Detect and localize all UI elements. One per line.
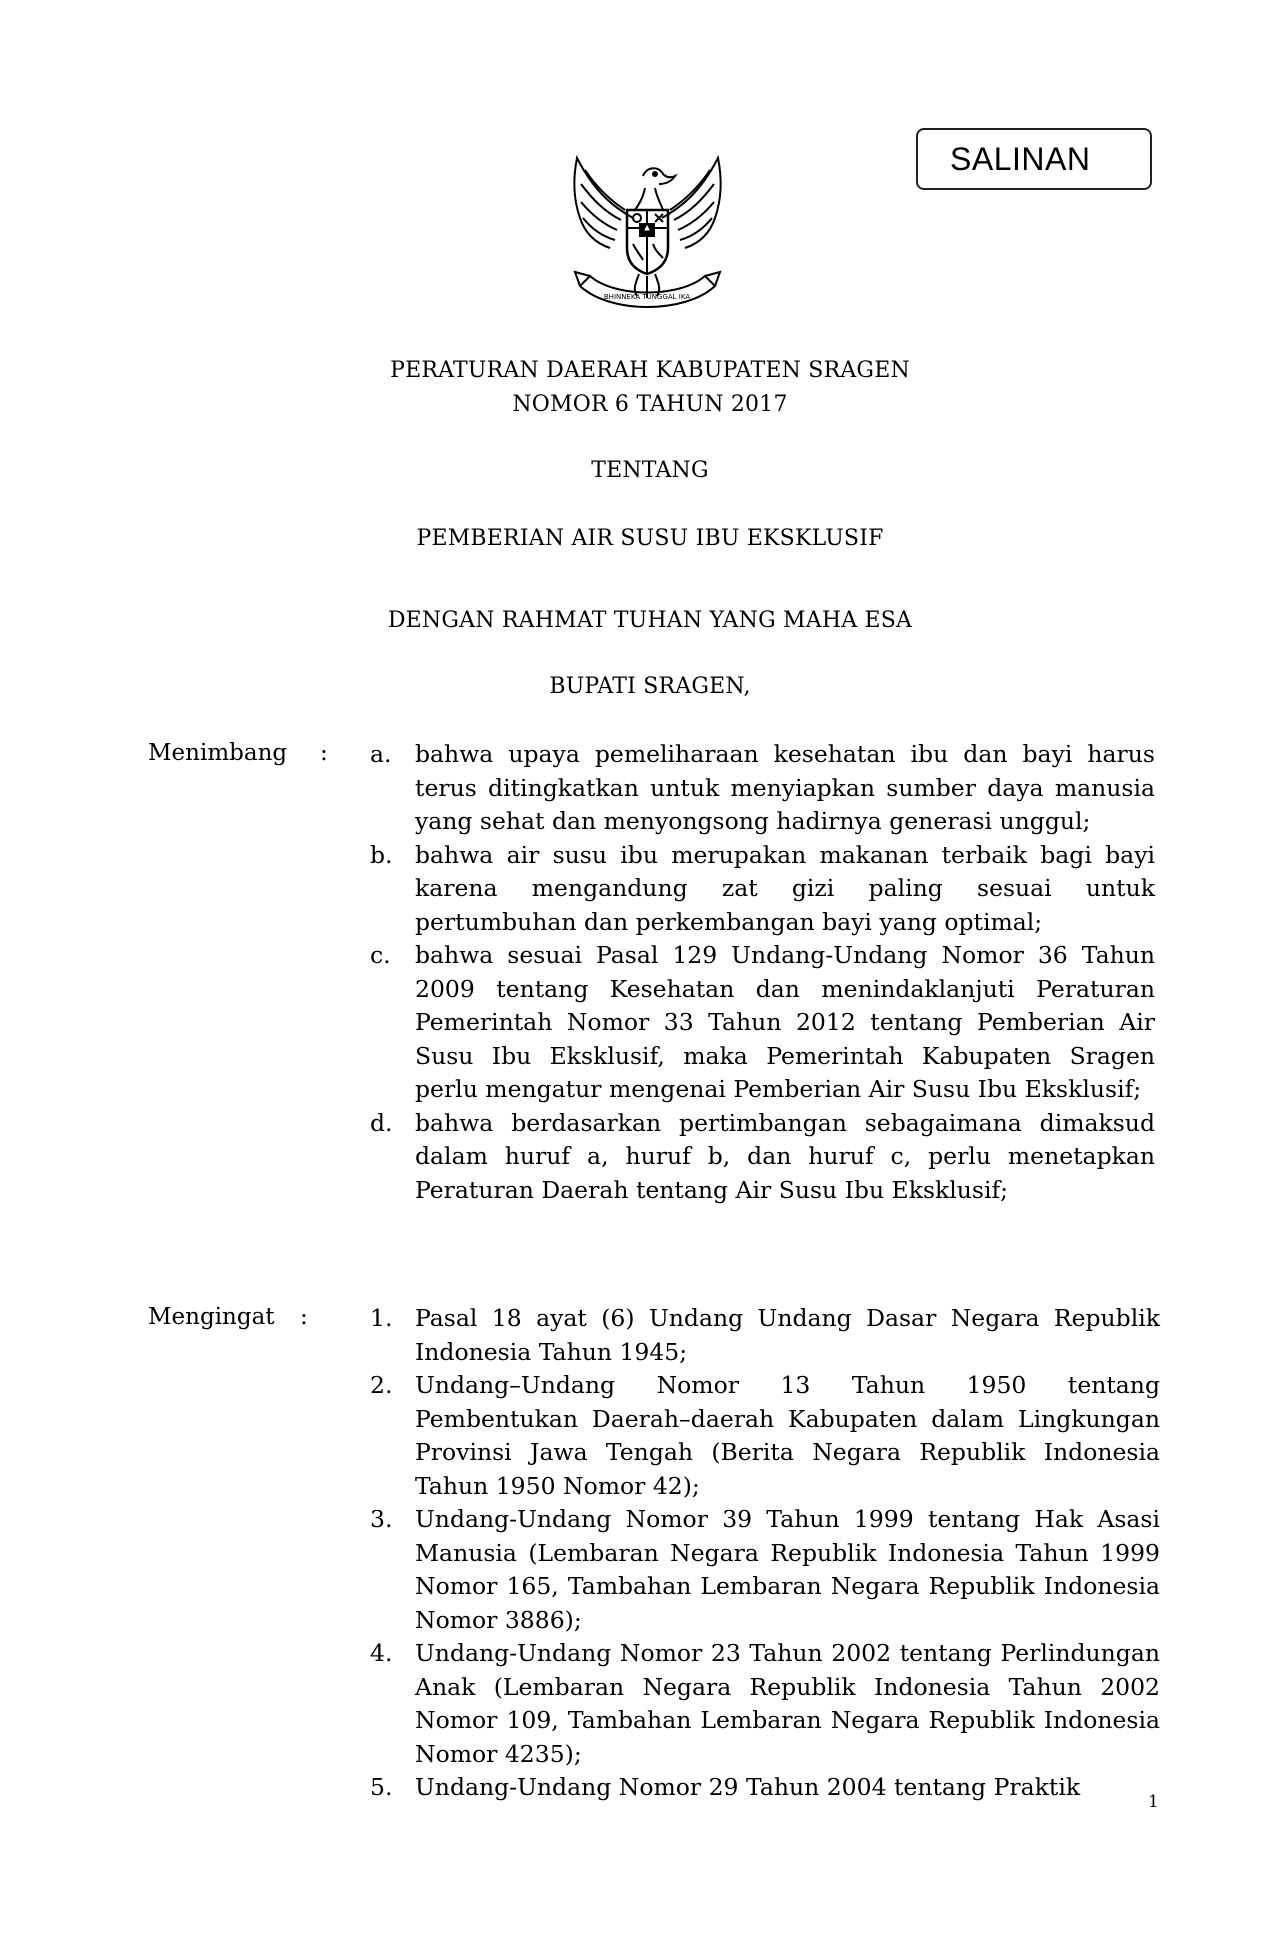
item-marker: d. [370, 1108, 393, 1137]
list-item [360, 839, 1155, 940]
item-text: bahwa upaya pemeliharaan kesehatan ibu dan bayi harus terus ditingkatkan untuk menyiapkan sumber daya manusia yang sehat dan menyongsong hadirnya generasi unggul; [415, 740, 1155, 835]
stamp-label: SALINAN [950, 140, 1091, 177]
salinan-stamp [916, 128, 1152, 190]
mengingat-colon: : [300, 1304, 308, 1330]
item-marker: 5. [370, 1773, 393, 1801]
item-marker: a. [370, 740, 392, 768]
item-text: bahwa air susu ibu merupakan makanan terbaik bagi bayi karena mengandung zat gizi paling sesuai untuk pertumbuhan dan perkembangan bayi yang optimal; [415, 840, 1155, 936]
mengingat-list [360, 1302, 1160, 1805]
item-text: bahwa sesuai Pasal 129 Undang-Undang Nomor 36 Tahun 2009 tentang Kesehatan dan menindaklanjuti Peraturan Pemerintah Nomor 33 Tahun 2012 tentang Pemberian Air Susu Ibu Eksklusif, maka Pemerintah Kabupaten Sragen perlu mengatur mengenai Pemberian Air Susu Ibu Eksklusif; [415, 941, 1155, 1103]
garuda-emblem-icon [555, 148, 740, 318]
item-text: bahwa berdasarkan pertimbangan sebagaimana dimaksud dalam huruf a, huruf b, dan huruf c, perlu menetapkan Peraturan Daerah tentang Air Susu Ibu Eksklusif; [415, 1108, 1155, 1204]
menimbang-colon: : [320, 740, 328, 766]
item-text: Undang-Undang Nomor 39 Tahun 1999 tentang Hak Asasi Manusia (Lembaran Negara Republik Indonesia Tahun 1999 Nomor 165, Tambahan Lembaran Negara Republik Indonesia Nomor 3886); [415, 1505, 1160, 1634]
menimbang-label: Menimbang [148, 740, 288, 766]
item-marker: 1. [370, 1304, 393, 1332]
regulation-subject: PEMBERIAN AIR SUSU IBU EKSKLUSIF [416, 526, 884, 551]
item-marker: b. [370, 840, 393, 869]
item-marker: c. [370, 941, 391, 969]
regulation-title: PERATURAN DAERAH KABUPATEN SRAGEN [390, 358, 910, 383]
item-text: Pasal 18 ayat (6) Undang Undang Dasar Negara Republik Indonesia Tahun 1945; [415, 1304, 1160, 1366]
list-item [360, 1107, 1155, 1208]
item-marker: 3. [370, 1505, 393, 1533]
item-text: Undang-Undang Nomor 29 Tahun 2004 tentang Praktik [415, 1773, 1081, 1801]
official-title: BUPATI SRAGEN, [549, 674, 751, 699]
list-item [360, 1771, 1160, 1805]
list-item [360, 738, 1155, 839]
item-text: Undang-Undang Nomor 23 Tahun 2002 tentang Perlindungan Anak (Lembaran Negara Republik Indonesia Tahun 2002 Nomor 109, Tambahan Lembaran Negara Republik Indonesia Nomor 4235); [415, 1639, 1160, 1768]
item-marker: 4. [370, 1639, 393, 1667]
item-text: Undang–Undang Nomor 13 Tahun 1950 tentang Pembentukan Daerah–daerah Kabupaten dalam Lingkungan Provinsi Jawa Tengah (Berita Negara Republik Indonesia Tahun 1950 Nomor 42); [415, 1371, 1160, 1500]
page-number: 1 [1148, 1792, 1159, 1812]
list-item [360, 1637, 1160, 1771]
mengingat-label: Mengingat [148, 1304, 275, 1330]
list-item [360, 1369, 1160, 1503]
regulation-number: NOMOR 6 TAHUN 2017 [512, 392, 788, 417]
item-marker: 2. [370, 1371, 393, 1399]
menimbang-list [360, 738, 1155, 1207]
svg-text:BHINNEKA TUNGGAL IKA: BHINNEKA TUNGGAL IKA [603, 293, 691, 301]
tentang-heading: TENTANG [591, 458, 709, 483]
list-item [360, 1503, 1160, 1637]
invocation: DENGAN RAHMAT TUHAN YANG MAHA ESA [387, 608, 913, 633]
list-item [360, 939, 1155, 1107]
list-item [360, 1302, 1160, 1369]
